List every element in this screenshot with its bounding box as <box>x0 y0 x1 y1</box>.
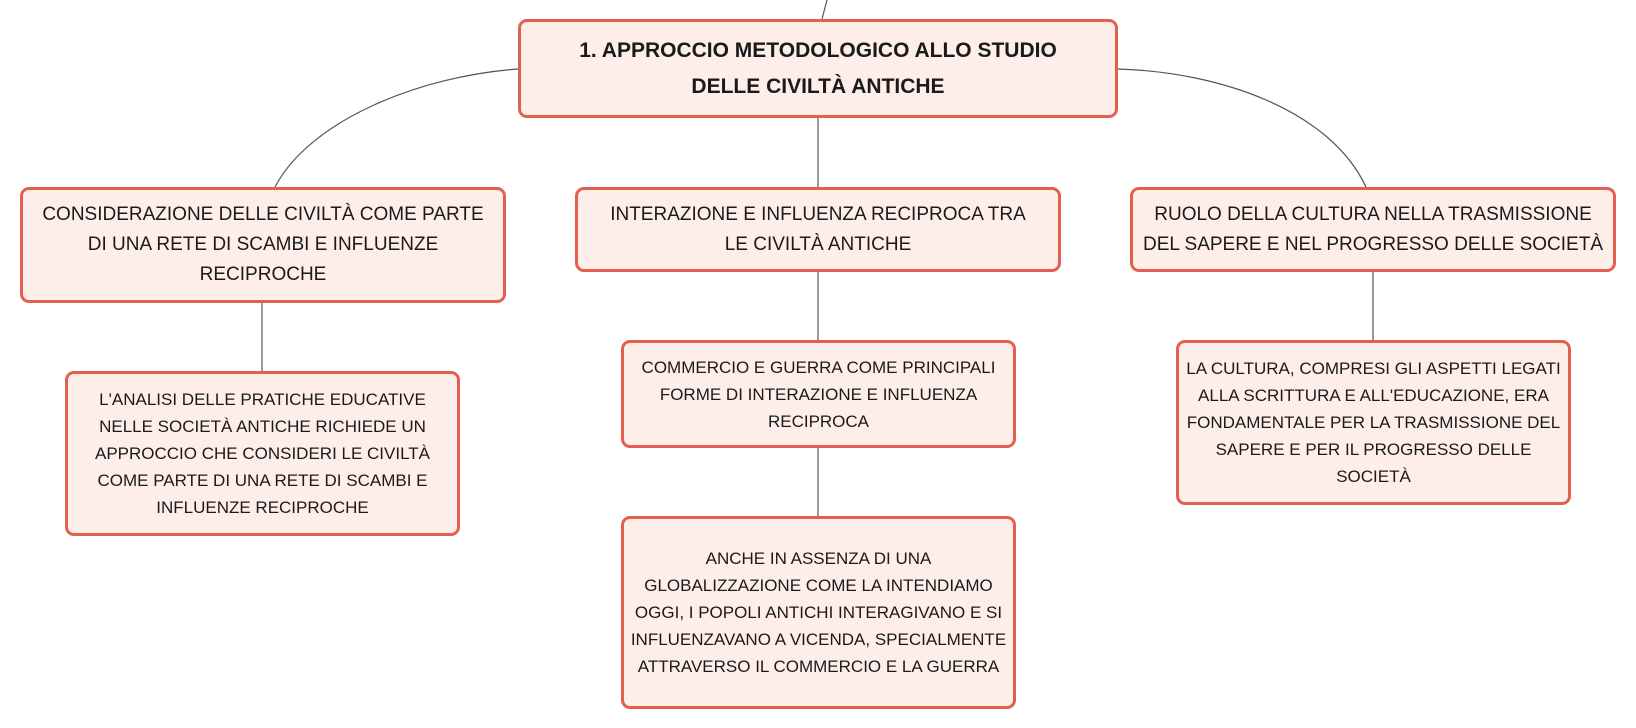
connector-incoming-root <box>822 0 827 19</box>
branch-topic-text: INTERAZIONE E INFLUENZA RECIPROCA TRA LE CIVILTÀ ANTICHE <box>610 203 1026 255</box>
detail-text: COMMERCIO E GUERRA COME PRINCIPALI FORME DI INTERAZIONE E INFLUENZA RECIPROCA <box>641 357 996 431</box>
root-topic-node[interactable] <box>518 19 1118 118</box>
detail-node-cultura-sapere[interactable] <box>1176 340 1571 505</box>
connector-root-to-right <box>1118 69 1366 187</box>
detail-text: LA CULTURA, COMPRESI GLI ASPETTI LEGATI ALLA SCRITTURA E ALL'EDUCAZIONE, ERA FONDAMENTALE PER LA TRASMISSIONE DEL SAPERE E PER IL PROGRESSO DELLE SOCIETÀ <box>1186 359 1561 486</box>
branch-node-cultura[interactable] <box>1130 187 1616 272</box>
branch-node-scambi[interactable] <box>20 187 506 303</box>
detail-text: ANCHE IN ASSENZA DI UNA GLOBALIZZAZIONE COME LA INTENDIAMO OGGI, I POPOLI ANTICHI INTERAGIVANO E SI INFLUENZAVANO A VICENDA, SPECIALMENTE ATTRAVERSO IL COMMERCIO E LA GUERRA <box>630 549 1007 676</box>
detail-node-commercio-guerra[interactable] <box>621 340 1016 448</box>
branch-topic-text: RUOLO DELLA CULTURA NELLA TRASMISSIONE DEL SAPERE E NEL PROGRESSO DELLE SOCIETÀ <box>1142 203 1604 255</box>
detail-node-globalizzazione[interactable] <box>621 516 1016 709</box>
connector-root-to-left <box>275 69 518 187</box>
root-topic-text: 1. APPROCCIO METODOLOGICO ALLO STUDIO DELLE CIVILTÀ ANTICHE <box>579 38 1057 98</box>
branch-topic-text: CONSIDERAZIONE DELLE CIVILTÀ COME PARTE DI UNA RETE DI SCAMBI E INFLUENZE RECIPROCHE <box>42 204 484 285</box>
branch-node-interazione[interactable] <box>575 187 1061 272</box>
detail-text: L'ANALISI DELLE PRATICHE EDUCATIVE NELLE SOCIETÀ ANTICHE RICHIEDE UN APPROCCIO CHE CONSIDERI LE CIVILTÀ COME PARTE DI UNA RETE DI SCAMBI E INFLUENZE RECIPROCHE <box>94 390 431 517</box>
detail-node-pratiche-educative[interactable] <box>65 371 460 536</box>
